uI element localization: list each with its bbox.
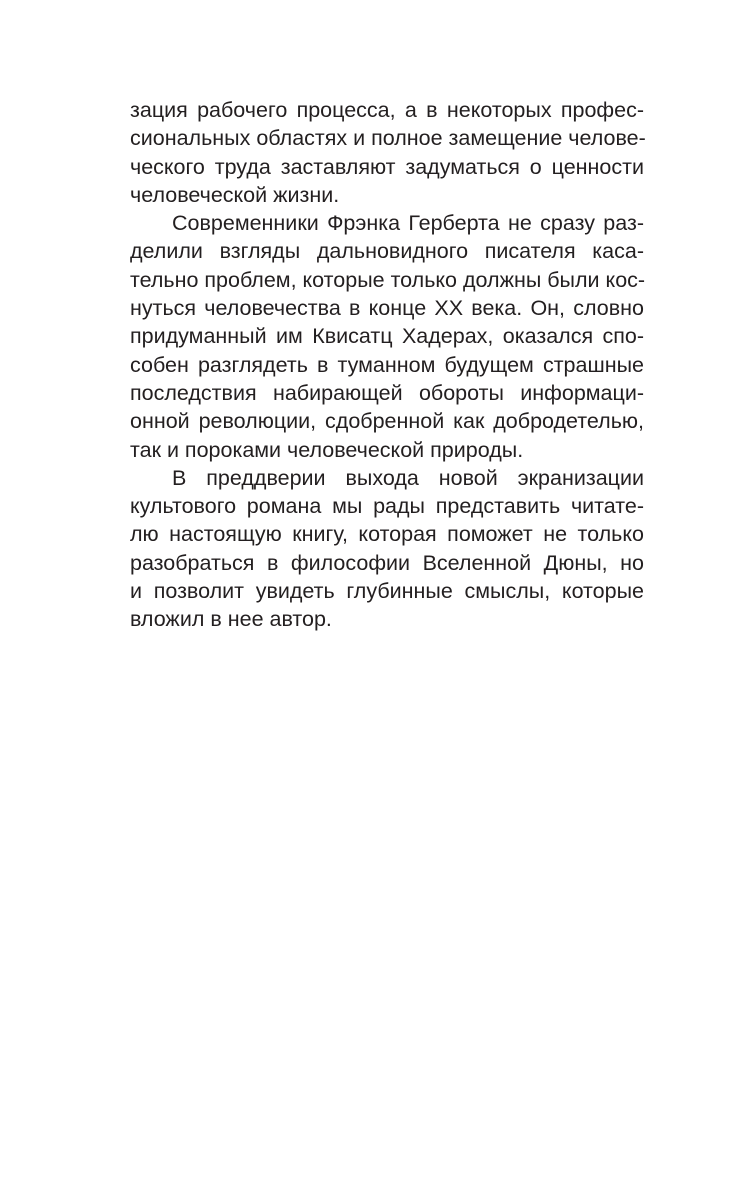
text-line: онной революции, сдобренной как добродетелью, <box>130 409 644 434</box>
document-page <box>130 96 644 634</box>
text-line: вложил в нее автор. <box>130 607 332 632</box>
text-line: так и пороками человеческой природы. <box>130 437 524 462</box>
text-line: В преддверии выхода новой экранизации <box>172 465 644 490</box>
text-line: собен разглядеть в туманном будущем страшные <box>130 352 644 377</box>
text-line: Современники Фрэнка Герберта не сразу раз- <box>172 211 644 236</box>
text-line: делили взгляды дальновидного писателя каса- <box>130 239 644 264</box>
text-line: лю настоящую книгу, которая поможет не только <box>130 522 644 547</box>
text-line: сиональных областях и полное замещение челове- <box>130 126 646 151</box>
text-line: последствия набирающей обороты информаци- <box>130 380 644 405</box>
text-line: зация рабочего процесса, а в некоторых профес- <box>130 98 644 122</box>
text-line: придуманный им Квисатц Хадерах, оказался спо- <box>130 324 644 349</box>
paragraph-2 <box>130 209 644 464</box>
text-line: культового романа мы рады представить читате- <box>130 494 644 519</box>
text-line: ческого труда заставляют задуматься о ценности <box>130 154 644 179</box>
text-line: человеческой жизни. <box>130 182 340 207</box>
text-line: и позволит увидеть глубинные смыслы, которые <box>130 579 644 604</box>
text-line: нуться человечества в конце XX века. Он, словно <box>130 296 644 321</box>
paragraph-1 <box>130 96 644 209</box>
text-line: разобраться в философии Вселенной Дюны, но <box>130 550 644 575</box>
text-line: тельно проблем, которые только должны были кос- <box>130 267 646 292</box>
paragraph-3 <box>130 464 644 634</box>
